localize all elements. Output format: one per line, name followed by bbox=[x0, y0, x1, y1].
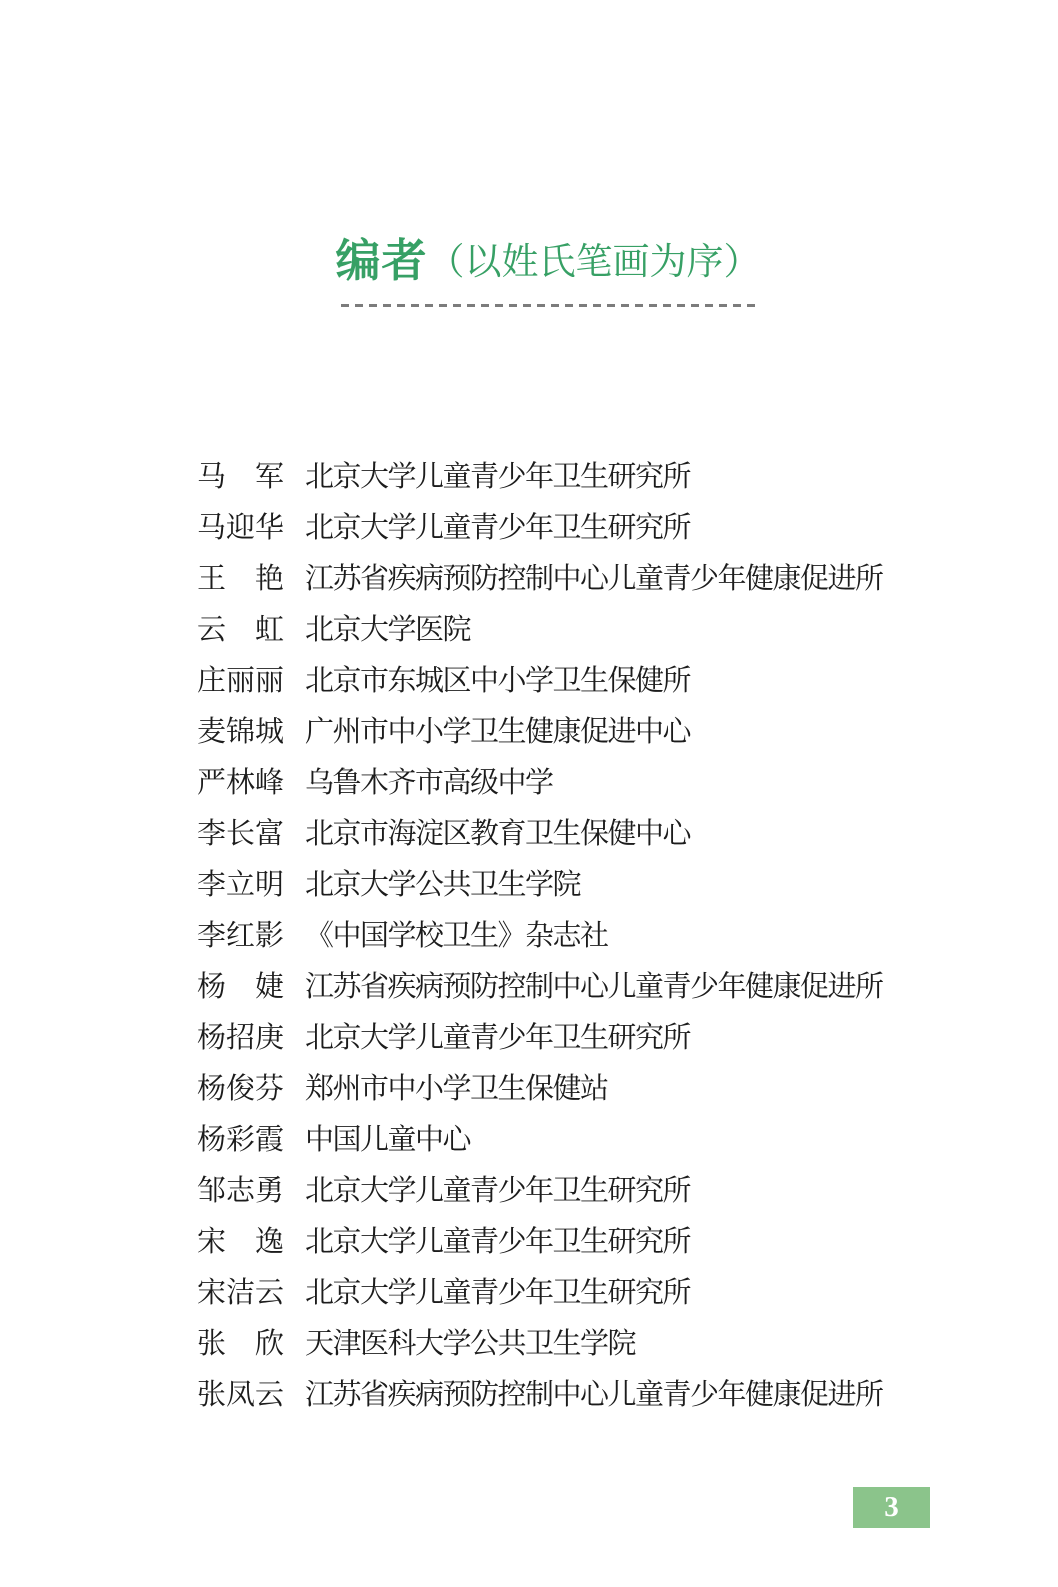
editor-row bbox=[197, 758, 1058, 809]
editor-affiliation: 北京大学医院 bbox=[305, 614, 471, 646]
editor-name: 严林峰 bbox=[197, 767, 285, 799]
editor-affiliation: 乌鲁木齐市高级中学 bbox=[305, 767, 553, 799]
editor-affiliation: 江苏省疾病预防控制中心儿童青少年健康促进所 bbox=[305, 1379, 883, 1411]
editor-row bbox=[197, 707, 1058, 758]
editor-affiliation: 北京大学儿童青少年卫生研究所 bbox=[305, 1175, 691, 1207]
page-number-badge bbox=[853, 1487, 930, 1528]
editor-affiliation: 天津医科大学公共卫生学院 bbox=[305, 1328, 636, 1360]
editor-name: 马 军 bbox=[197, 461, 285, 493]
editor-name: 邹志勇 bbox=[197, 1175, 285, 1207]
editor-affiliation: 郑州市中小学卫生保健站 bbox=[305, 1073, 608, 1105]
editor-name: 云 虹 bbox=[197, 614, 285, 646]
editor-affiliation: 北京大学儿童青少年卫生研究所 bbox=[305, 1022, 691, 1054]
editor-row bbox=[197, 554, 1058, 605]
page-title-subtitle: （以姓氏笔画为序） bbox=[427, 242, 761, 283]
editor-row bbox=[197, 1217, 1058, 1268]
editor-name: 李长富 bbox=[197, 818, 285, 850]
editor-name: 王 艳 bbox=[197, 563, 285, 595]
editor-affiliation: 中国儿童中心 bbox=[305, 1124, 471, 1156]
editor-name: 杨招庚 bbox=[197, 1022, 285, 1054]
editor-row bbox=[197, 860, 1058, 911]
editor-name: 宋洁云 bbox=[197, 1277, 285, 1309]
editor-affiliation: 北京大学公共卫生学院 bbox=[305, 869, 581, 901]
page-number: 3 bbox=[884, 1491, 899, 1523]
editor-row bbox=[197, 452, 1058, 503]
editor-row bbox=[197, 1166, 1058, 1217]
editor-row bbox=[197, 809, 1058, 860]
editor-name: 宋 逸 bbox=[197, 1226, 285, 1258]
page-title bbox=[335, 236, 760, 286]
editor-name: 李立明 bbox=[197, 869, 285, 901]
editor-name: 李红影 bbox=[197, 920, 285, 952]
editor-name: 杨彩霞 bbox=[197, 1124, 285, 1156]
editor-row bbox=[197, 503, 1058, 554]
editor-name: 庄丽丽 bbox=[197, 665, 285, 697]
editors-list bbox=[197, 452, 1058, 1421]
editor-row bbox=[197, 911, 1058, 962]
editor-name: 马迎华 bbox=[197, 512, 285, 544]
editor-affiliation: 北京大学儿童青少年卫生研究所 bbox=[305, 512, 691, 544]
page-header bbox=[0, 236, 1058, 307]
editor-affiliation: 北京大学儿童青少年卫生研究所 bbox=[305, 461, 691, 493]
editor-name: 张凤云 bbox=[197, 1379, 285, 1411]
dashed-divider bbox=[341, 304, 755, 307]
editor-row bbox=[197, 1013, 1058, 1064]
editor-row bbox=[197, 1319, 1058, 1370]
editor-affiliation: 北京大学儿童青少年卫生研究所 bbox=[305, 1277, 691, 1309]
editor-name: 张 欣 bbox=[197, 1328, 285, 1360]
editor-row bbox=[197, 605, 1058, 656]
editors-heading-block bbox=[335, 236, 760, 307]
page-title-main: 编者 bbox=[335, 235, 428, 286]
editor-name: 杨 婕 bbox=[197, 971, 285, 1003]
editor-affiliation: 江苏省疾病预防控制中心儿童青少年健康促进所 bbox=[305, 971, 883, 1003]
editor-name: 杨俊芬 bbox=[197, 1073, 285, 1105]
editor-row bbox=[197, 962, 1058, 1013]
editor-affiliation: 广州市中小学卫生健康促进中心 bbox=[305, 716, 691, 748]
editor-affiliation: 北京市东城区中小学卫生保健所 bbox=[305, 665, 691, 697]
editor-row bbox=[197, 1115, 1058, 1166]
editor-affiliation: 《中国学校卫生》杂志社 bbox=[305, 920, 608, 952]
editor-name: 麦锦城 bbox=[197, 716, 285, 748]
editor-row bbox=[197, 1064, 1058, 1115]
editor-row bbox=[197, 1370, 1058, 1421]
editor-affiliation: 北京大学儿童青少年卫生研究所 bbox=[305, 1226, 691, 1258]
editor-row bbox=[197, 656, 1058, 707]
editor-affiliation: 江苏省疾病预防控制中心儿童青少年健康促进所 bbox=[305, 563, 883, 595]
editor-row bbox=[197, 1268, 1058, 1319]
editor-affiliation: 北京市海淀区教育卫生保健中心 bbox=[305, 818, 691, 850]
